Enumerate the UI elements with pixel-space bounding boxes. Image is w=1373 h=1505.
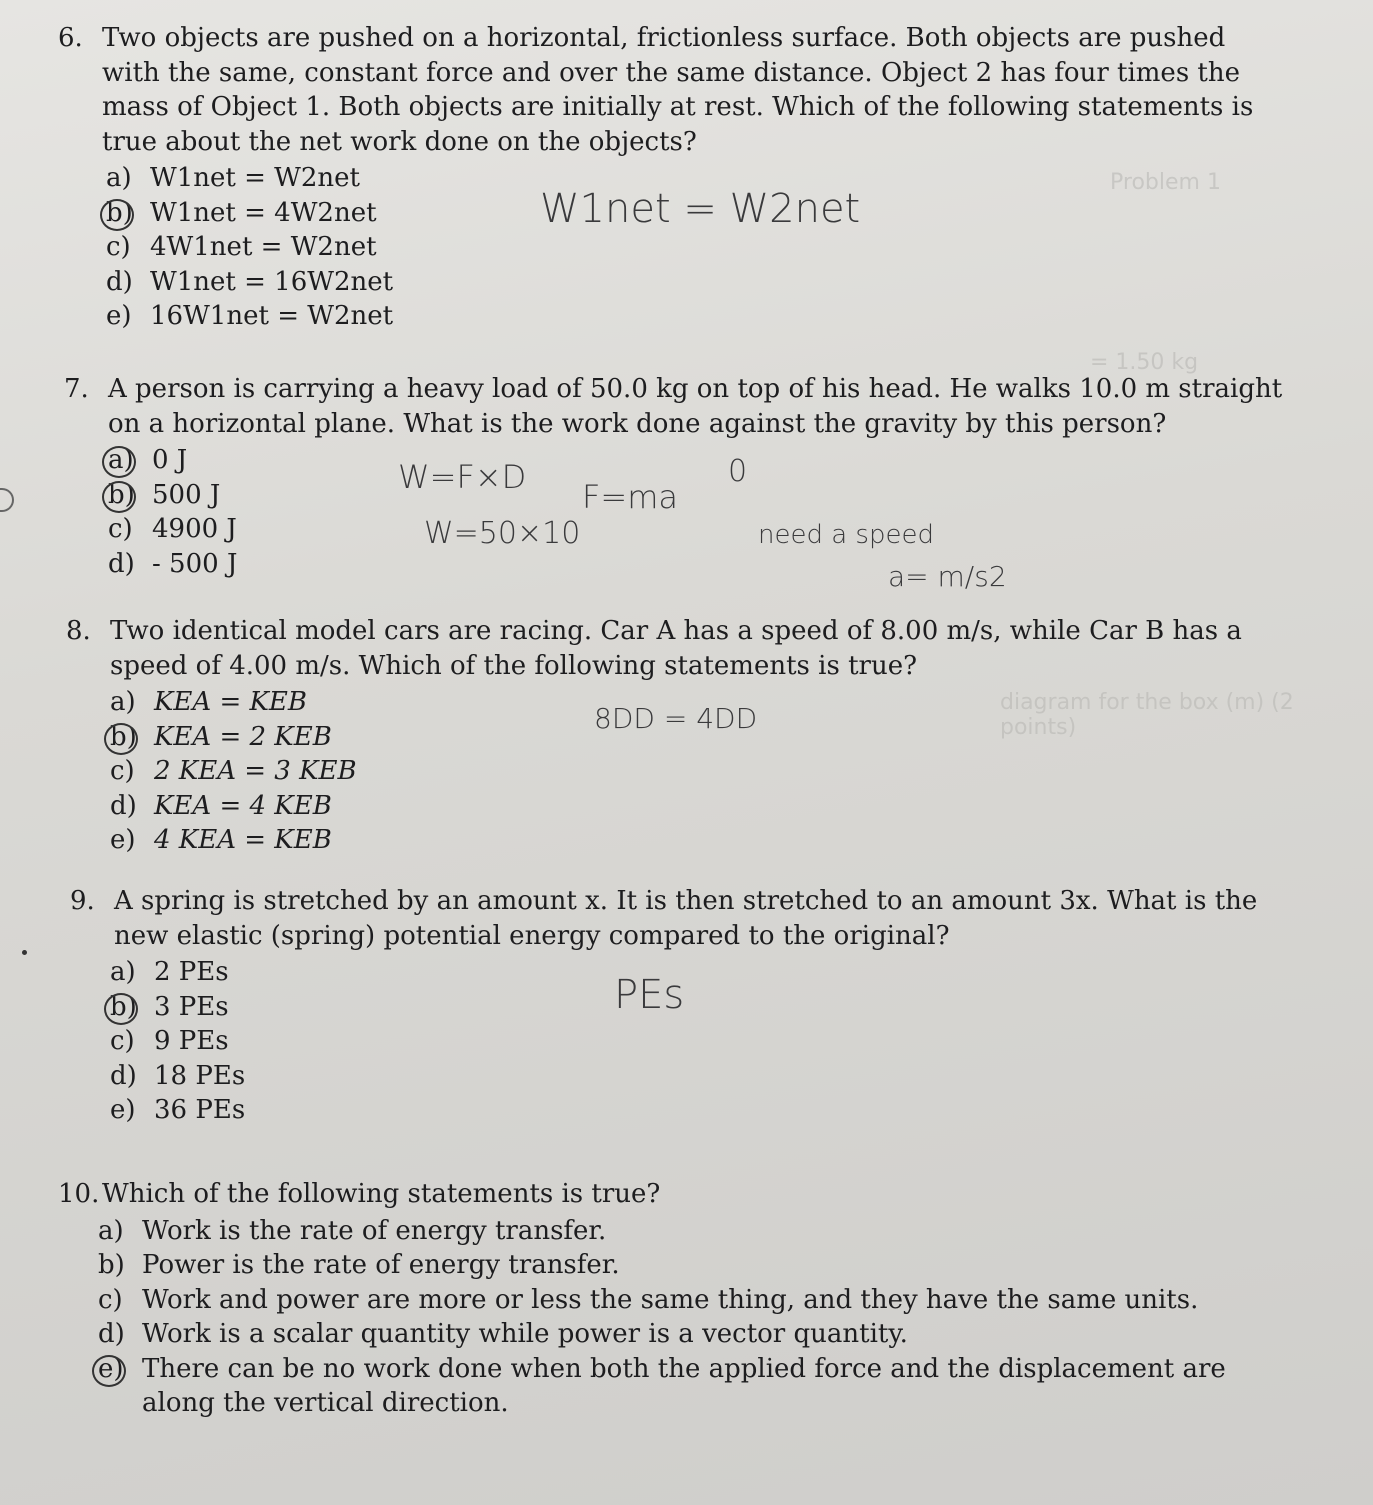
- question-7: [64, 372, 1284, 581]
- option-c[interactable]: c) 2 KEA = 3 KEB: [110, 756, 357, 786]
- question-8: [66, 614, 1286, 858]
- option-a[interactable]: a) KEA = KEB: [110, 687, 308, 717]
- option-b[interactable]: b) Power is the rate of energy transfer.: [98, 1250, 620, 1280]
- option-d[interactable]: d) - 500 J: [108, 548, 238, 579]
- question-number: 9.: [70, 886, 95, 916]
- question-number: 6.: [58, 23, 83, 53]
- handwritten-note: a= m/s2: [888, 560, 1007, 593]
- question-stem: A spring is stretched by an amount x. It is then stretched to an amount 3x. What is the new elastic (spring) potential energy compared to the original?: [114, 886, 1258, 951]
- question-number: 8.: [66, 616, 91, 646]
- option-c[interactable]: c) 4W1net = W2net: [106, 232, 377, 262]
- handwritten-note: W1net = W2net: [540, 186, 861, 232]
- handwritten-note: PEs: [614, 972, 685, 1018]
- question-number: 7.: [64, 374, 89, 404]
- question-stem: Two identical model cars are racing. Car A has a speed of 8.00 m/s, while Car B has a speed of 4.00 m/s. Which of the following statements is true?: [110, 616, 1242, 681]
- selected-answer-circle: [104, 993, 138, 1025]
- option-d[interactable]: d) Work is a scalar quantity while power is a vector quantity.: [98, 1319, 908, 1349]
- handwritten-note: F=ma: [582, 478, 678, 516]
- handwritten-note: 0: [728, 454, 748, 489]
- option-b[interactable]: b) 3 PEs: [110, 990, 1280, 1025]
- question-10: [58, 1177, 1288, 1421]
- option-a[interactable]: a) Work is the rate of energy transfer.: [98, 1215, 607, 1246]
- selected-answer-circle: [104, 723, 138, 755]
- question-stem: Two objects are pushed on a horizontal, frictionless surface. Both objects are pushed with the same, constant force and over the same distance. Object 2 has four times the mass of Object 1. Both objects are initially at rest. Which of the following statements is true about the net work done on the objects?: [102, 23, 1254, 157]
- handwritten-note: need a speed: [758, 520, 934, 550]
- option-d[interactable]: d) KEA = 4 KEB: [110, 790, 332, 821]
- selected-answer-circle: [102, 446, 136, 478]
- selected-answer-circle: [92, 1355, 126, 1387]
- question-stem: A person is carrying a heavy load of 50.0 kg on top of his head. He walks 10.0 m straight on a horizontal plane. What is the work done against the gravity by this person?: [108, 374, 1283, 439]
- option-d[interactable]: d) W1net = 16W2net: [106, 266, 394, 297]
- option-circle: [102, 481, 136, 513]
- option-c[interactable]: c) 4900 J: [108, 514, 237, 544]
- option-b[interactable]: b) 500 J: [108, 478, 1284, 513]
- page-dot: [22, 950, 27, 955]
- handwritten-note: W=50×10: [424, 516, 581, 551]
- option-e[interactable]: e) 4 KEA = KEB: [110, 825, 332, 855]
- question-number: 10.: [58, 1179, 100, 1209]
- option-a[interactable]: a) 2 PEs: [110, 957, 229, 987]
- question-6: [58, 21, 1288, 334]
- option-e[interactable]: e) 36 PEs: [110, 1095, 246, 1125]
- option-b[interactable]: b) W1net = 4W2net: [106, 196, 1288, 231]
- selected-answer-circle: [100, 199, 134, 231]
- option-d[interactable]: d) 18 PEs: [110, 1060, 246, 1091]
- option-a[interactable]: a) W1net = W2net: [106, 163, 361, 193]
- bleed-through-text: diagram for the box (m) (2 points): [1000, 690, 1294, 740]
- handwritten-note: W=F×D: [398, 458, 527, 496]
- handwritten-note: 8DD = 4DD: [594, 702, 758, 735]
- page-edge-mark: [0, 488, 14, 512]
- bleed-through-text: = 1.50 kg: [1090, 350, 1199, 375]
- option-c[interactable]: c) 9 PEs: [110, 1026, 229, 1056]
- option-c[interactable]: c) Work and power are more or less the same thing, and they have the same units.: [98, 1284, 1199, 1315]
- option-e[interactable]: e) There can be no work done when both the applied force and the displacement are along the vertical direction.: [98, 1352, 1248, 1421]
- bleed-through-text: Problem 1: [1110, 170, 1221, 195]
- option-b[interactable]: b) KEA = 2 KEB: [110, 720, 1286, 755]
- question-stem: Which of the following statements is true?: [102, 1179, 661, 1209]
- option-a[interactable]: a) 0 J: [108, 443, 1284, 478]
- option-e[interactable]: e) 16W1net = W2net: [106, 301, 394, 331]
